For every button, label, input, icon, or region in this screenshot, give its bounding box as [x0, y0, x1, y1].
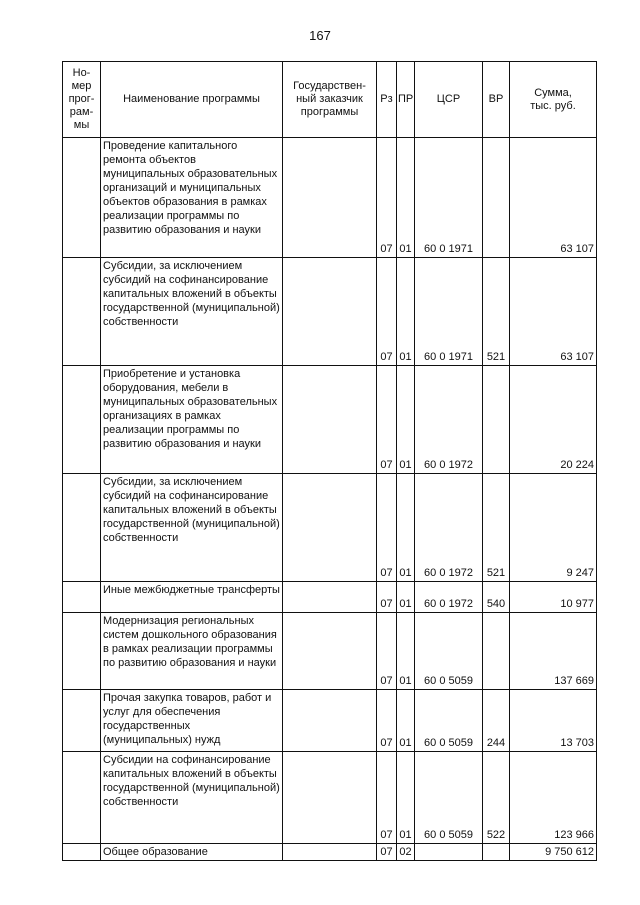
cell-pr: 02 [397, 844, 415, 861]
cell-sum: 9 750 612 [510, 844, 597, 861]
cell-customer [283, 258, 377, 366]
table-row [63, 844, 597, 861]
cell-customer [283, 138, 377, 258]
cell-vr: 540 [483, 582, 510, 613]
cell-pr: 01 [397, 752, 415, 844]
header-pr [397, 62, 415, 138]
cell-customer [283, 582, 377, 613]
header-rz [377, 62, 397, 138]
cell-pr: 01 [397, 474, 415, 582]
cell-customer [283, 613, 377, 690]
cell-sum: 137 669 [510, 613, 597, 690]
table-row [63, 366, 597, 474]
header-program-name [101, 62, 283, 138]
cell-vr: 521 [483, 474, 510, 582]
cell-vr [483, 844, 510, 861]
table-row [63, 690, 597, 752]
cell-rz: 07 [377, 613, 397, 690]
cell-rz: 07 [377, 474, 397, 582]
cell-name: Проведение капитального ремонта объектов муниципальных образовательных организаций и муниципальных объектов образования в рамках реализации программы по развитию образования и науки [101, 138, 283, 258]
cell-csr: 60 0 5059 [415, 752, 483, 844]
cell-sum: 13 703 [510, 690, 597, 752]
cell-pr: 01 [397, 258, 415, 366]
cell-pr: 01 [397, 613, 415, 690]
cell-csr: 60 0 1972 [415, 366, 483, 474]
table-row [63, 258, 597, 366]
cell-rz: 07 [377, 138, 397, 258]
cell-sum: 63 107 [510, 138, 597, 258]
table-row [63, 138, 597, 258]
cell-rz: 07 [377, 690, 397, 752]
cell-pr: 01 [397, 582, 415, 613]
cell-customer [283, 366, 377, 474]
table-row [63, 474, 597, 582]
cell-sum: 63 107 [510, 258, 597, 366]
cell-vr: 522 [483, 752, 510, 844]
cell-pr: 01 [397, 138, 415, 258]
header-csr [415, 62, 483, 138]
cell-csr: 60 0 1972 [415, 474, 483, 582]
cell-name: Иные межбюджетные трансферты [101, 582, 283, 613]
cell-rz: 07 [377, 844, 397, 861]
cell-num [63, 474, 101, 582]
header-program-number [63, 62, 101, 138]
header-row [63, 62, 597, 138]
cell-name: Модернизация региональных систем дошкольного образования в рамках реализации программы по развитию образования и науки [101, 613, 283, 690]
table-row [63, 613, 597, 690]
cell-customer [283, 690, 377, 752]
cell-rz: 07 [377, 752, 397, 844]
cell-customer [283, 844, 377, 861]
cell-sum: 20 224 [510, 366, 597, 474]
header-program-number-text: Но- мер прог- рам- мы [68, 67, 95, 131]
cell-rz: 07 [377, 366, 397, 474]
header-customer [283, 62, 377, 138]
budget-table [62, 61, 597, 861]
cell-name: Приобретение и установка оборудования, мебели в муниципальных образовательных организациях в рамках реализации программы по развитию образования и науки [101, 366, 283, 474]
cell-num [63, 138, 101, 258]
header-program-name-text: Наименование программы [123, 93, 260, 105]
cell-csr: 60 0 1971 [415, 258, 483, 366]
cell-num [63, 690, 101, 752]
cell-customer [283, 474, 377, 582]
cell-num [63, 844, 101, 861]
header-customer-text: Государствен- ный заказчик программы [293, 80, 366, 118]
cell-vr [483, 366, 510, 474]
header-vr-text: ВР [488, 93, 504, 105]
cell-csr: 60 0 1972 [415, 582, 483, 613]
cell-num [63, 582, 101, 613]
cell-rz: 07 [377, 582, 397, 613]
cell-vr [483, 138, 510, 258]
cell-csr [415, 844, 483, 861]
table-row [63, 752, 597, 844]
cell-csr: 60 0 5059 [415, 690, 483, 752]
header-sum-text: Сумма, тыс. руб. [530, 86, 576, 112]
cell-vr [483, 613, 510, 690]
header-sum [510, 62, 597, 138]
cell-num [63, 258, 101, 366]
cell-rz: 07 [377, 258, 397, 366]
cell-customer [283, 752, 377, 844]
cell-csr: 60 0 5059 [415, 613, 483, 690]
header-vr [483, 62, 510, 138]
table-row [63, 582, 597, 613]
cell-csr: 60 0 1971 [415, 138, 483, 258]
header-csr-text: ЦСР [436, 93, 461, 105]
cell-name: Общее образование [101, 844, 283, 861]
cell-sum: 9 247 [510, 474, 597, 582]
cell-name: Субсидии, за исключением субсидий на софинансирование капитальных вложений в объекты государственной (муниципальной) собственности [101, 258, 283, 366]
cell-num [63, 366, 101, 474]
cell-sum: 123 966 [510, 752, 597, 844]
cell-pr: 01 [397, 690, 415, 752]
cell-vr: 521 [483, 258, 510, 366]
cell-sum: 10 977 [510, 582, 597, 613]
cell-name: Субсидии на софинансирование капитальных вложений в объекты государственной (муниципальной) собственности [101, 752, 283, 844]
cell-num [63, 752, 101, 844]
header-pr-text: ПР [398, 93, 414, 105]
header-rz-text: Рз [380, 93, 393, 105]
page-number: 167 [309, 28, 331, 43]
cell-vr: 244 [483, 690, 510, 752]
cell-pr: 01 [397, 366, 415, 474]
cell-num [63, 613, 101, 690]
cell-name: Прочая закупка товаров, работ и услуг для обеспечения государственных (муниципальных) нужд [101, 690, 283, 752]
cell-name: Субсидии, за исключением субсидий на софинансирование капитальных вложений в объекты государственной (муниципальной) собственности [101, 474, 283, 582]
